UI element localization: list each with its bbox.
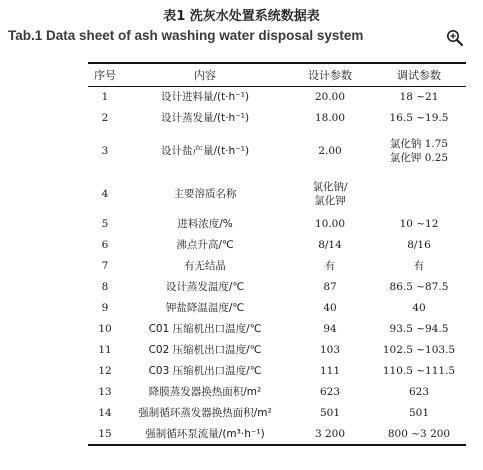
header-debug: 调试参数 (372, 63, 466, 87)
table-row (88, 214, 466, 235)
cell-design: 2.00 (318, 145, 342, 157)
cell-no: 7 (101, 260, 109, 272)
cell-item: C03 压缩机出口温度/℃ (148, 365, 262, 377)
table-row (88, 108, 466, 129)
cell-no: 2 (101, 112, 109, 124)
cell-debug: 102.5 ~103.5 (382, 344, 456, 356)
cell-design: 501 (319, 407, 341, 419)
table-body (88, 87, 466, 445)
table-row (88, 235, 466, 256)
cell-no: 4 (101, 187, 109, 200)
cell-debug: 8/16 (407, 239, 431, 251)
header-design: 设计参数 (288, 63, 372, 87)
cell-debug: 501 (408, 407, 430, 419)
table-row (88, 361, 466, 382)
cell-design: 111 (319, 365, 341, 377)
cell-no: 9 (101, 302, 109, 314)
cell-design: 3 200 (314, 427, 346, 440)
cell-debug: 40 (412, 302, 426, 314)
cell-no: 15 (98, 427, 112, 440)
cell-item: 有无结晶 (184, 260, 226, 272)
cell-item: 主要溶质名称 (173, 187, 237, 200)
cell-no: 3 (101, 145, 109, 157)
table-title-cn: 表1 洗灰水处置系统数据表 (163, 9, 320, 24)
table-title-en: Tab.1 Data sheet of ash washing water disposal system (8, 28, 364, 43)
table-row (88, 340, 466, 361)
cell-item: C01 压缩机出口温度/℃ (148, 323, 262, 335)
header-item: 内容 (122, 63, 288, 87)
cell-item: 钾盐降温温度/℃ (165, 302, 245, 314)
cell-design: 103 (319, 344, 341, 356)
cell-design: 氯化钠/ 氯化钾 (312, 180, 348, 207)
table-row (88, 87, 466, 108)
cell-item: 降膜蒸发器换热面积/m² (148, 386, 262, 398)
cell-no: 14 (98, 407, 112, 419)
data-table (88, 62, 466, 446)
cell-design: 20.00 (314, 91, 346, 104)
cell-no: 12 (98, 365, 112, 377)
cell-no: 10 (98, 323, 112, 335)
cell-debug: 623 (408, 386, 430, 398)
cell-debug: 10 ~12 (399, 218, 439, 230)
table-row (88, 403, 466, 424)
table-row (88, 424, 466, 445)
cell-no: 6 (101, 239, 109, 251)
cell-no: 13 (98, 386, 112, 398)
cell-item: 设计盐产量/(t·h⁻¹) (160, 145, 250, 157)
table-row (88, 256, 466, 277)
cell-item: 设计进料量/(t·h⁻¹) (160, 91, 250, 104)
cell-debug: 110.5 ~111.5 (382, 365, 456, 377)
cell-design: 有 (324, 260, 336, 272)
cell-item: 设计蒸发温度/℃ (165, 281, 245, 293)
cell-debug: 800 ~3 200 (387, 427, 451, 440)
zoom-in-icon[interactable] (446, 29, 464, 47)
cell-design: 94 (323, 323, 337, 335)
cell-design: 87 (323, 281, 337, 293)
table-row (88, 129, 466, 174)
cell-design: 10.00 (314, 218, 346, 230)
cell-item: 强制循环蒸发器换热面积/m² (138, 407, 272, 419)
cell-no: 11 (98, 344, 112, 356)
cell-item: 强制循环泵流量/(m³·h⁻¹) (145, 427, 265, 440)
cell-item: C02 压缩机出口温度/℃ (148, 344, 262, 356)
table-row (88, 277, 466, 298)
cell-debug: 氯化钠 1.75 氯化钾 0.25 (389, 138, 449, 164)
table-row (88, 319, 466, 340)
cell-design: 18.00 (314, 112, 346, 124)
cell-item: 设计蒸发量/(t·h⁻¹) (160, 112, 250, 124)
cell-design: 8/14 (318, 239, 342, 251)
cell-item: 沸点升高/℃ (176, 239, 234, 251)
table-header-row (88, 63, 466, 87)
cell-debug: 16.5 ~19.5 (389, 112, 449, 124)
cell-no: 8 (101, 281, 109, 293)
cell-debug (372, 174, 466, 214)
cell-debug: 86.5 ~87.5 (389, 281, 449, 293)
cell-debug: 18 ~21 (399, 91, 439, 104)
cell-debug: 有 (413, 260, 425, 272)
table-row (88, 298, 466, 319)
table-row (88, 382, 466, 403)
cell-design: 40 (323, 302, 337, 314)
cell-no: 1 (101, 91, 109, 104)
table-row (88, 174, 466, 214)
header-no: 序号 (88, 63, 122, 87)
cell-no: 5 (101, 218, 109, 230)
cell-item: 进料浓度/% (177, 218, 233, 230)
cell-design: 623 (319, 386, 341, 398)
cell-debug: 93.5 ~94.5 (389, 323, 449, 335)
